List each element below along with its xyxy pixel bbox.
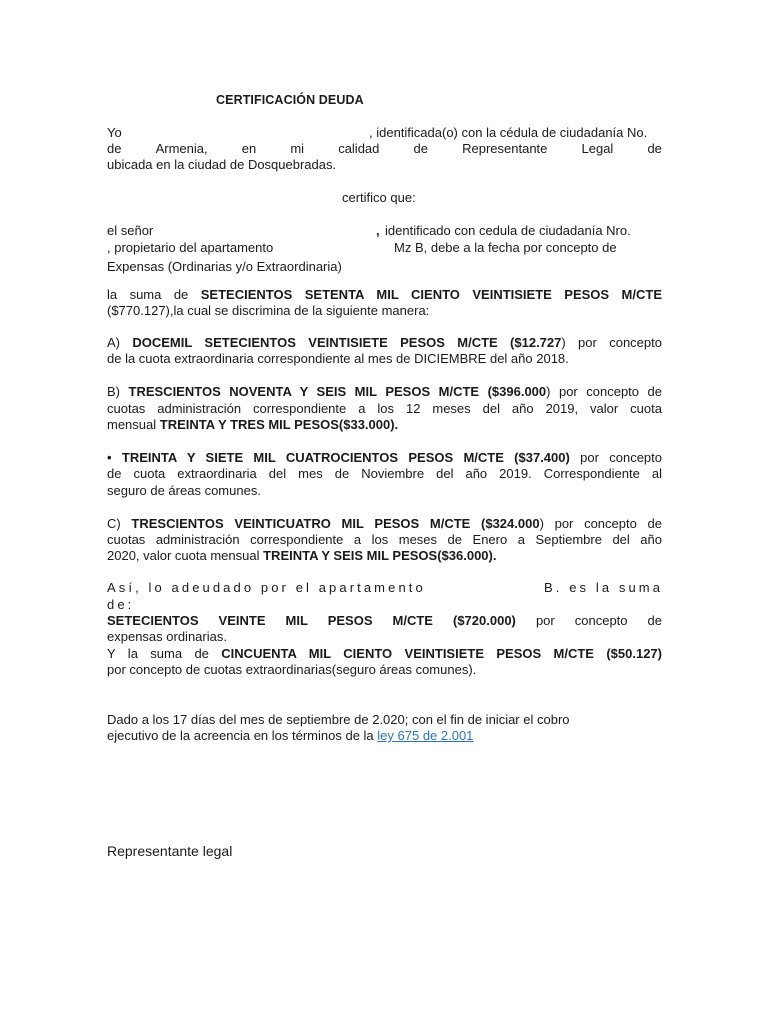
summary-line6: por concepto de cuotas extraordinarias(seguro áreas comunes).: [107, 662, 477, 677]
item-c-mensual: 2020, valor cuota mensual: [107, 548, 260, 563]
certifico-line: certifico que:: [342, 190, 416, 205]
p1-line2-word: mi: [290, 141, 305, 156]
summary-ordinary-concept: por concepto de: [535, 613, 663, 628]
item-bullet-amount: TREINTA Y SIETE MIL CUATROCIENTOS PESOS M/CTE ($37.400): [121, 450, 570, 465]
item-a-line2: de la cuota extraordinaria correspondiente al mes de DICIEMBRE del año 2018.: [107, 351, 569, 366]
document-title: CERTIFICACIÓN DEUDA: [216, 93, 364, 107]
item-a-line1: [107, 335, 662, 351]
summary-line2: de:: [107, 597, 135, 612]
item-b-amount: TRESCIENTOS NOVENTA Y SEIS MIL PESOS M/CTE ($396.000: [128, 384, 547, 399]
closing-line1: Dado a los 17 días del mes de septiembre de 2.020; con el fin de iniciar el cobro: [107, 712, 570, 727]
closing-line2-text: ejecutivo de la acreencia en los términos de la: [107, 728, 374, 743]
p2-line2-start: , propietario del apartamento: [107, 240, 274, 255]
summary-line1-start: Así, lo adeudado por el apartamento: [107, 580, 426, 595]
p2-line1-end: identificado con cedula de ciudadanía Nro.: [385, 223, 631, 238]
p3-line1-amount: SETECIENTOS SETENTA MIL CIENTO VEINTISIETE PESOS M/CTE: [200, 287, 662, 302]
item-b-line3: [107, 417, 398, 433]
item-b-line2: cuotas administración correspondiente a los 12 meses del año 2019, valor cuota: [107, 401, 662, 416]
p1-line2-word: Representante: [462, 141, 548, 156]
item-a-amount: DOCEMIL SETECIENTOS VEINTISIETE PESOS M/CTE ($12.727: [132, 335, 562, 350]
p1-line2-word: Armenia,: [155, 141, 208, 156]
p1-line1-start: Yo: [107, 125, 122, 140]
summary-line3: [107, 613, 662, 629]
closing-line2: [107, 728, 473, 744]
item-bullet-line3: seguro de áreas comunes.: [107, 483, 261, 498]
p3-line2: ($770.127),la cual se discrimina de la siguiente manera:: [107, 303, 430, 318]
p1-line2-word: Legal: [581, 141, 614, 156]
p3-line1-text: la suma de: [107, 287, 189, 302]
p1-line2-word: en: [241, 141, 257, 156]
item-b-line1: [107, 384, 662, 400]
p3-line1: [107, 287, 662, 303]
item-b-mensual: mensual: [107, 417, 157, 432]
signature-label: Representante legal: [107, 843, 233, 859]
item-c-line3: [107, 548, 496, 564]
item-b-monthly-amount: TREINTA Y TRES MIL PESOS($33.000).: [159, 417, 399, 432]
summary-line1-end: B. es la suma: [544, 580, 664, 595]
p1-line2-word: de: [413, 141, 428, 156]
p1-line2-word: de: [647, 141, 662, 156]
p1-line3: ubicada en la ciudad de Dosquebradas.: [107, 157, 337, 172]
item-c-concept: ) por concepto de: [539, 516, 662, 531]
item-bullet-concept: por concepto: [580, 450, 663, 465]
summary-ordinary-amount: SETECIENTOS VEINTE MIL PESOS M/CTE ($720.000): [107, 613, 516, 628]
p1-line2: [107, 141, 662, 157]
item-bullet-line1: [107, 450, 662, 466]
summary-line5: [107, 646, 662, 662]
p1-line2-word: calidad: [338, 141, 380, 156]
p2-line1-start: el señor: [107, 223, 154, 238]
p2-line1-comma: ,: [376, 223, 380, 238]
p1-line1-end: , identificada(o) con la cédula de ciudadanía No.: [369, 125, 648, 140]
item-c-marker: C): [107, 516, 121, 531]
item-b-concept: ) por concepto de: [546, 384, 662, 399]
bullet-icon: •: [107, 450, 112, 465]
item-c-monthly-amount: TREINTA Y SEIS MIL PESOS($36.000).: [263, 548, 497, 563]
item-c-line1: [107, 516, 662, 532]
item-a-concept: ) por concepto: [561, 335, 662, 350]
item-a-marker: A): [107, 335, 120, 350]
p1-line2-word: de: [107, 141, 122, 156]
p2-line3: Expensas (Ordinarias y/o Extraordinaria): [107, 259, 342, 274]
summary-line4: expensas ordinarias.: [107, 629, 227, 644]
item-bullet-line2: de cuota extraordinaria del mes de Noviembre del año 2019. Correspondiente al: [107, 466, 662, 481]
item-b-marker: B): [107, 384, 120, 399]
item-c-amount: TRESCIENTOS VEINTICUATRO MIL PESOS M/CTE ($324.000: [131, 516, 540, 531]
summary-extraordinary-amount: CINCUENTA MIL CIENTO VEINTISIETE PESOS M/CTE ($50.127): [221, 646, 662, 661]
law-link[interactable]: ley 675 de 2.001: [377, 728, 474, 743]
summary-line5-text: Y la suma de: [107, 646, 209, 661]
p2-line2-end: Mz B, debe a la fecha por concepto de: [394, 240, 617, 255]
item-c-line2: cuotas administración correspondiente a los meses de Enero a Septiembre del año: [107, 532, 662, 547]
